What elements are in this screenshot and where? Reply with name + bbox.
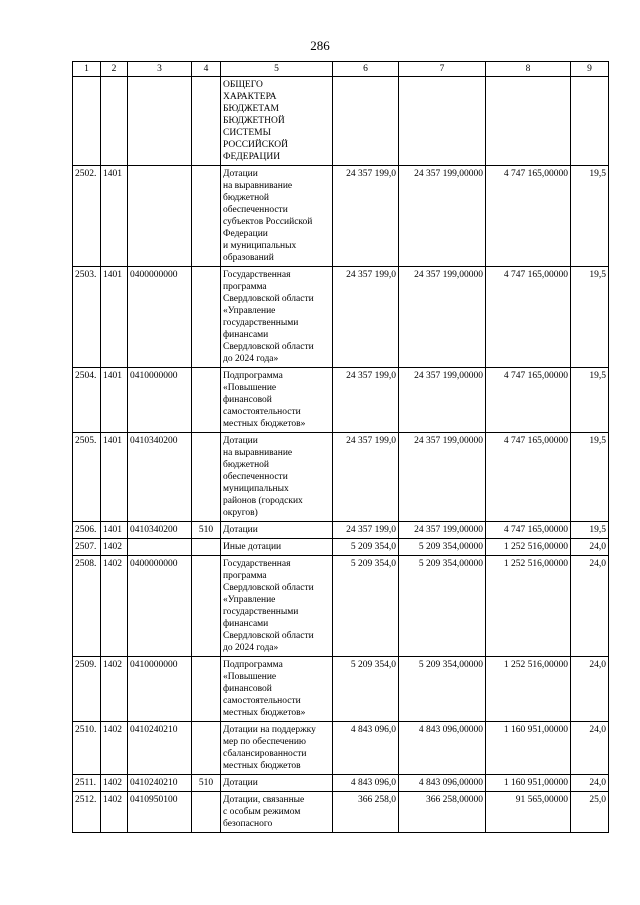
column-header: 7 bbox=[399, 62, 486, 77]
item-name: Дотации на выравнивание бюджетной обеспеченности муниципальных районов (городских округов) bbox=[221, 433, 333, 522]
approved-amount: 5 209 354,0 bbox=[333, 657, 399, 722]
item-name: Дотации bbox=[221, 775, 333, 792]
planned-amount: 5 209 354,00000 bbox=[399, 556, 486, 657]
target-code: 0410000000 bbox=[128, 368, 192, 433]
planned-amount: 24 357 199,00000 bbox=[399, 522, 486, 539]
header-row bbox=[73, 62, 609, 77]
planned-amount: 366 258,00000 bbox=[399, 792, 486, 833]
execution-percent bbox=[571, 77, 609, 166]
executed-amount: 1 252 516,00000 bbox=[486, 556, 571, 657]
section-code: 1401 bbox=[101, 368, 128, 433]
executed-amount: 4 747 165,00000 bbox=[486, 368, 571, 433]
execution-percent: 19,5 bbox=[571, 166, 609, 267]
executed-amount: 4 747 165,00000 bbox=[486, 433, 571, 522]
planned-amount: 4 843 096,00000 bbox=[399, 722, 486, 775]
row-number: 2506. bbox=[73, 522, 101, 539]
target-code bbox=[128, 77, 192, 166]
expense-type-code: 510 bbox=[192, 522, 221, 539]
approved-amount: 5 209 354,0 bbox=[333, 539, 399, 556]
table-row bbox=[73, 539, 609, 556]
table-row bbox=[73, 433, 609, 522]
section-code: 1401 bbox=[101, 166, 128, 267]
row-number: 2502. bbox=[73, 166, 101, 267]
column-header: 8 bbox=[486, 62, 571, 77]
table-row bbox=[73, 368, 609, 433]
approved-amount: 24 357 199,0 bbox=[333, 166, 399, 267]
execution-percent: 25,0 bbox=[571, 792, 609, 833]
execution-percent: 24,0 bbox=[571, 775, 609, 792]
target-code bbox=[128, 539, 192, 556]
executed-amount: 4 747 165,00000 bbox=[486, 522, 571, 539]
execution-percent: 19,5 bbox=[571, 368, 609, 433]
approved-amount: 5 209 354,0 bbox=[333, 556, 399, 657]
expense-type-code bbox=[192, 433, 221, 522]
execution-percent: 24,0 bbox=[571, 539, 609, 556]
row-number: 2512. bbox=[73, 792, 101, 833]
section-code: 1402 bbox=[101, 722, 128, 775]
table-row bbox=[73, 166, 609, 267]
table-row bbox=[73, 792, 609, 833]
execution-percent: 24,0 bbox=[571, 657, 609, 722]
expense-type-code bbox=[192, 722, 221, 775]
section-code: 1402 bbox=[101, 792, 128, 833]
target-code bbox=[128, 166, 192, 267]
table-row bbox=[73, 556, 609, 657]
execution-percent: 19,5 bbox=[571, 267, 609, 368]
planned-amount: 5 209 354,00000 bbox=[399, 657, 486, 722]
expense-type-code bbox=[192, 267, 221, 368]
planned-amount bbox=[399, 77, 486, 166]
column-header: 5 bbox=[221, 62, 333, 77]
target-code: 0400000000 bbox=[128, 267, 192, 368]
section-code bbox=[101, 77, 128, 166]
section-code: 1402 bbox=[101, 556, 128, 657]
executed-amount: 1 252 516,00000 bbox=[486, 539, 571, 556]
executed-amount: 1 160 951,00000 bbox=[486, 722, 571, 775]
approved-amount: 24 357 199,0 bbox=[333, 267, 399, 368]
page-number: 286 bbox=[310, 38, 330, 53]
target-code: 0410340200 bbox=[128, 433, 192, 522]
item-name: Подпрограмма «Повышение финансовой самостоятельности местных бюджетов» bbox=[221, 368, 333, 433]
approved-amount: 4 843 096,0 bbox=[333, 775, 399, 792]
item-name: Государственная программа Свердловской области «Управление государственными финансами Свердловской области до 2024 года» bbox=[221, 267, 333, 368]
row-number: 2511. bbox=[73, 775, 101, 792]
column-header: 3 bbox=[128, 62, 192, 77]
row-number: 2510. bbox=[73, 722, 101, 775]
expense-type-code bbox=[192, 368, 221, 433]
target-code: 0410950100 bbox=[128, 792, 192, 833]
item-name: Подпрограмма «Повышение финансовой самостоятельности местных бюджетов» bbox=[221, 657, 333, 722]
row-number: 2508. bbox=[73, 556, 101, 657]
item-name: Дотации, связанные с особым режимом безопасного bbox=[221, 792, 333, 833]
expense-type-code bbox=[192, 539, 221, 556]
budget-table bbox=[72, 61, 609, 833]
item-name: Дотации на выравнивание бюджетной обеспеченности субъектов Российской Федерации и муниципальных образований bbox=[221, 166, 333, 267]
target-code: 0410240210 bbox=[128, 775, 192, 792]
expense-type-code bbox=[192, 657, 221, 722]
executed-amount: 1 252 516,00000 bbox=[486, 657, 571, 722]
table-row bbox=[73, 267, 609, 368]
column-header: 6 bbox=[333, 62, 399, 77]
approved-amount: 24 357 199,0 bbox=[333, 522, 399, 539]
planned-amount: 24 357 199,00000 bbox=[399, 166, 486, 267]
section-code: 1402 bbox=[101, 657, 128, 722]
execution-percent: 19,5 bbox=[571, 433, 609, 522]
row-number bbox=[73, 77, 101, 166]
planned-amount: 5 209 354,00000 bbox=[399, 539, 486, 556]
expense-type-code bbox=[192, 792, 221, 833]
planned-amount: 4 843 096,00000 bbox=[399, 775, 486, 792]
expense-type-code: 510 bbox=[192, 775, 221, 792]
target-code: 0410000000 bbox=[128, 657, 192, 722]
expense-type-code bbox=[192, 77, 221, 166]
planned-amount: 24 357 199,00000 bbox=[399, 368, 486, 433]
approved-amount: 366 258,0 bbox=[333, 792, 399, 833]
column-header: 9 bbox=[571, 62, 609, 77]
executed-amount: 4 747 165,00000 bbox=[486, 267, 571, 368]
row-number: 2509. bbox=[73, 657, 101, 722]
table-row bbox=[73, 522, 609, 539]
executed-amount: 4 747 165,00000 bbox=[486, 166, 571, 267]
item-name: ОБЩЕГО ХАРАКТЕРА БЮДЖЕТАМ БЮДЖЕТНОЙ СИСТЕМЫ РОССИЙСКОЙ ФЕДЕРАЦИИ bbox=[221, 77, 333, 166]
item-name: Государственная программа Свердловской области «Управление государственными финансами Свердловской области до 2024 года» bbox=[221, 556, 333, 657]
row-number: 2503. bbox=[73, 267, 101, 368]
target-code: 0410240210 bbox=[128, 722, 192, 775]
approved-amount: 24 357 199,0 bbox=[333, 433, 399, 522]
row-number: 2505. bbox=[73, 433, 101, 522]
expense-type-code bbox=[192, 556, 221, 657]
table-row bbox=[73, 657, 609, 722]
item-name: Иные дотации bbox=[221, 539, 333, 556]
item-name: Дотации bbox=[221, 522, 333, 539]
item-name: Дотации на поддержку мер по обеспечению сбалансированности местных бюджетов bbox=[221, 722, 333, 775]
executed-amount bbox=[486, 77, 571, 166]
table-row bbox=[73, 722, 609, 775]
planned-amount: 24 357 199,00000 bbox=[399, 433, 486, 522]
approved-amount: 24 357 199,0 bbox=[333, 368, 399, 433]
executed-amount: 91 565,00000 bbox=[486, 792, 571, 833]
approved-amount bbox=[333, 77, 399, 166]
column-header: 4 bbox=[192, 62, 221, 77]
executed-amount: 1 160 951,00000 bbox=[486, 775, 571, 792]
row-number: 2507. bbox=[73, 539, 101, 556]
execution-percent: 24,0 bbox=[571, 556, 609, 657]
section-code: 1401 bbox=[101, 267, 128, 368]
table-row bbox=[73, 77, 609, 166]
column-header: 2 bbox=[101, 62, 128, 77]
execution-percent: 19,5 bbox=[571, 522, 609, 539]
column-header: 1 bbox=[73, 62, 101, 77]
approved-amount: 4 843 096,0 bbox=[333, 722, 399, 775]
section-code: 1402 bbox=[101, 775, 128, 792]
section-code: 1401 bbox=[101, 433, 128, 522]
section-code: 1401 bbox=[101, 522, 128, 539]
expense-type-code bbox=[192, 166, 221, 267]
target-code: 0410340200 bbox=[128, 522, 192, 539]
row-number: 2504. bbox=[73, 368, 101, 433]
planned-amount: 24 357 199,00000 bbox=[399, 267, 486, 368]
section-code: 1402 bbox=[101, 539, 128, 556]
target-code: 0400000000 bbox=[128, 556, 192, 657]
table-row bbox=[73, 775, 609, 792]
execution-percent: 24,0 bbox=[571, 722, 609, 775]
